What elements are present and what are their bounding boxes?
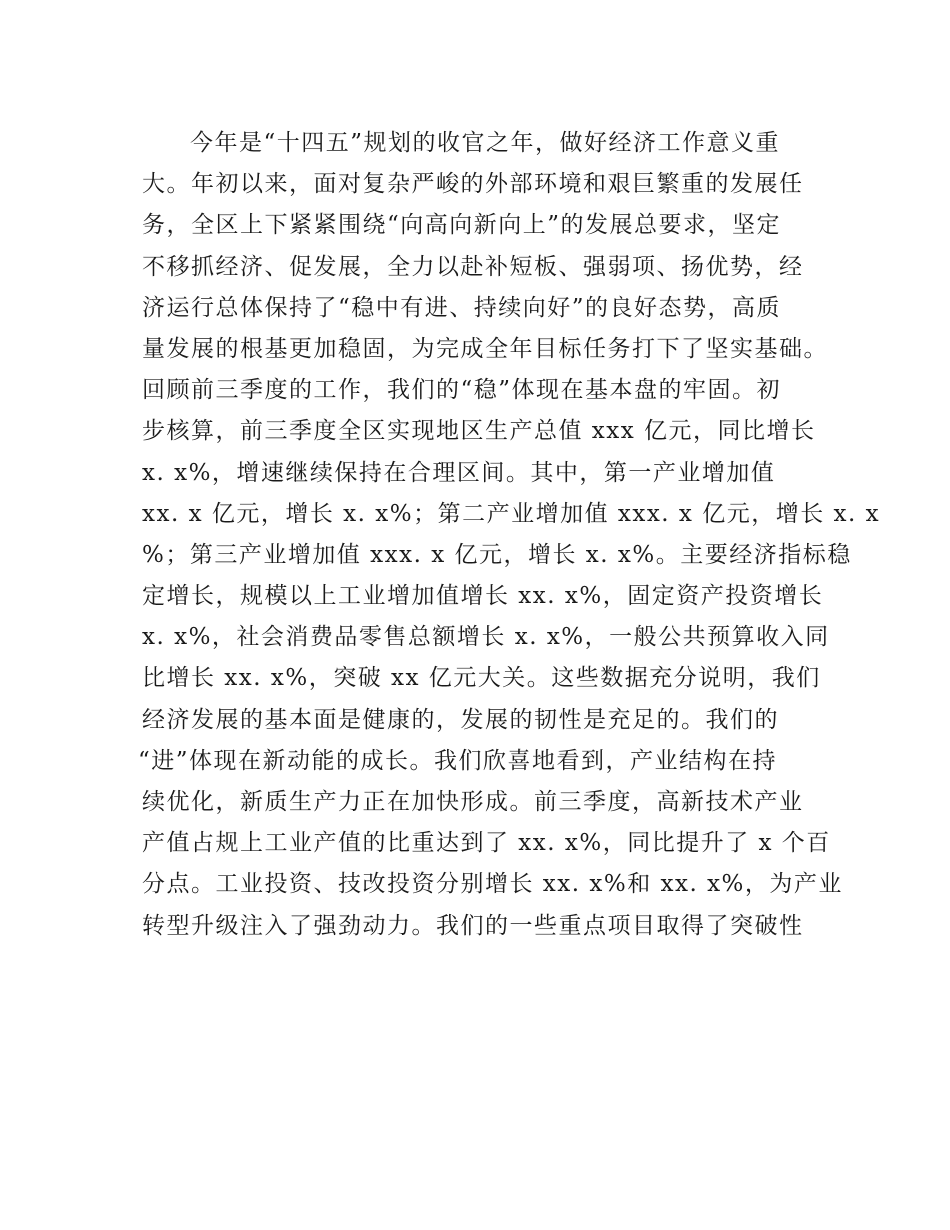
text-line: 比增长 xx. x%，突破 xx 亿元大关。这些数据充分说明，我们 xyxy=(142,665,821,692)
text-line: “进”体现在新动能的成长。我们欣喜地看到，产业结构在持 xyxy=(138,747,778,774)
text-line: x. x%，社会消费品零售总额增长 x. x%，一般公共预算收入同 xyxy=(142,624,830,651)
text-line: %；第三产业增加值 xxx. x 亿元，增长 x. x%。主要经济指标稳 xyxy=(142,541,852,568)
text-line: xx. x 亿元，增长 x. x%；第二产业增加值 xxx. x 亿元，增长 x. x xyxy=(142,500,881,527)
text-line: 量发展的根基更加稳固，为完成全年目标任务打下了坚实基础。 xyxy=(142,335,828,362)
text-line: 分点。工业投资、技改投资分别增长 xx. x%和 xx. x%，为产业 xyxy=(142,871,843,898)
text-line: 步核算，前三季度全区实现地区生产总值 xxx 亿元，同比增长 xyxy=(142,418,816,445)
text-line: 续优化，新质生产力正在加快形成。前三季度，高新技术产业 xyxy=(142,789,804,815)
text-line: 今年是“十四五”规划的收官之年，做好经济工作意义重 xyxy=(190,130,781,156)
text-line: 产值占规上工业产值的比重达到了 xx. x%，同比提升了 x 个百 xyxy=(142,830,831,857)
text-line: x. x%，增速继续保持在合理区间。其中，第一产业增加值 xyxy=(142,459,776,486)
text-line: 回顾前三季度的工作，我们的“稳”体现在基本盘的牢固。初 xyxy=(142,377,782,404)
text-line: 转型升级注入了强劲动力。我们的一些重点项目取得了突破性 xyxy=(142,912,804,939)
body-paragraph xyxy=(138,123,881,947)
text-line: 济运行总体保持了“稳中有进、持续向好”的良好态势，高质 xyxy=(142,294,782,321)
text-line: 定增长，规模以上工业增加值增长 xx. x%，固定资产投资增长 xyxy=(142,583,824,610)
text-line: 不移抓经济、促发展，全力以赴补短板、强弱项、扬优势，经 xyxy=(142,253,804,280)
text-line: 经济发展的基本面是健康的，发展的韧性是充足的。我们的 xyxy=(142,706,779,733)
text-line: 务，全区上下紧紧围绕“向高向新向上”的发展总要求，坚定 xyxy=(142,212,782,239)
text-line: 大。年初以来，面对复杂严峻的外部环境和艰巨繁重的发展任 xyxy=(142,171,804,198)
